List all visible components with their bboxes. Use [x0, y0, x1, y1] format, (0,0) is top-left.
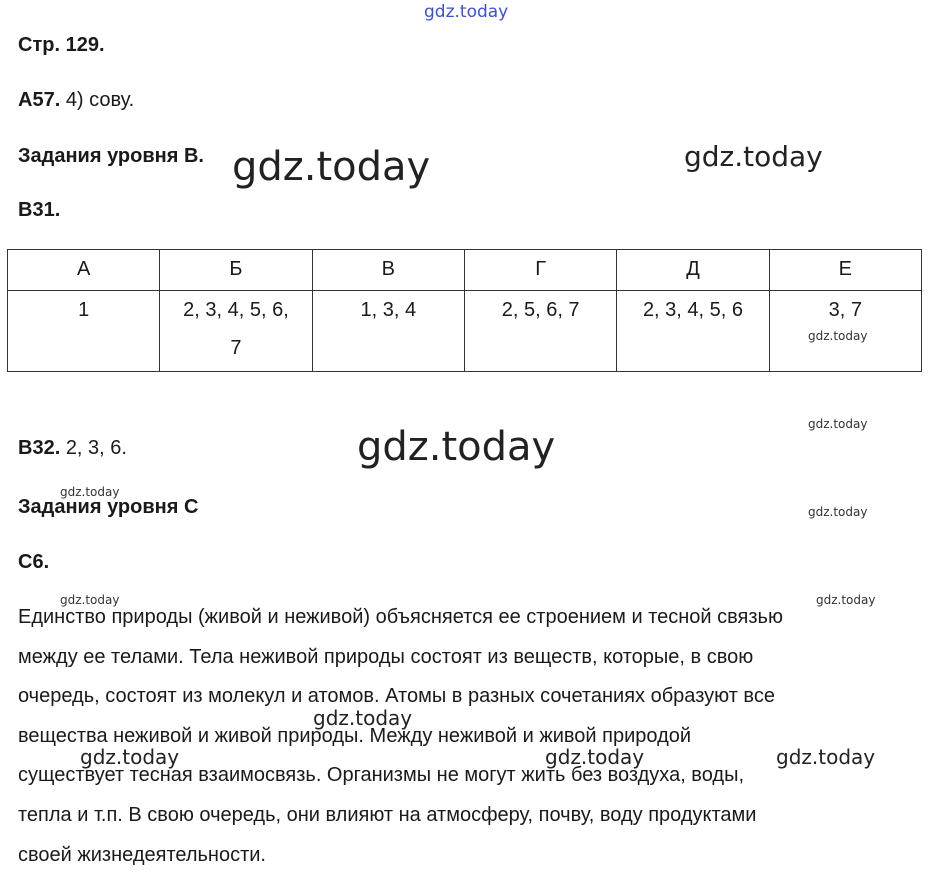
- table-header-cell: Б: [160, 250, 312, 291]
- watermark: gdz.today: [232, 144, 431, 190]
- section-b-title: Задания уровня В.: [18, 145, 204, 167]
- table-header-row: [8, 250, 922, 291]
- watermark: gdz.today: [776, 745, 876, 769]
- table-header-cell: Г: [464, 250, 616, 291]
- table-row: [8, 291, 922, 372]
- watermark: gdz.today: [684, 140, 823, 173]
- section-c-title: Задания уровня С: [18, 496, 199, 518]
- table-cell-line: 1: [78, 299, 90, 321]
- watermark: gdz.today: [357, 424, 556, 470]
- watermark: gdz.today: [424, 2, 509, 22]
- table-cell-line: 7: [230, 337, 242, 359]
- paragraph-line: тепла и т.п. В свою очередь, они влияют на атмосферу, почву, воду продуктами: [18, 803, 757, 826]
- table-cell: [464, 291, 616, 372]
- table-header-cell: В: [312, 250, 464, 291]
- table-cell-line: 2, 5, 6, 7: [501, 299, 580, 321]
- table-cell: [617, 291, 769, 372]
- paragraph-line: своей жизнедеятельности.: [18, 843, 266, 866]
- watermark: gdz.today: [808, 417, 868, 431]
- c6-answer-paragraph: [18, 598, 918, 875]
- answer-b32-value: 2, 3, 6.: [65, 437, 127, 459]
- paragraph-line: существует тесная взаимосвязь. Организмы не могут жить без воздуха, воды,: [18, 764, 744, 787]
- watermark: gdz.today: [80, 745, 180, 769]
- watermark: gdz.today: [60, 485, 120, 499]
- paragraph-line: очередь, состоят из молекул и атомов. Атомы в разных сочетаниях образуют все: [18, 685, 775, 708]
- table-cell-line: 1, 3, 4: [360, 299, 417, 321]
- table-header-cell: Е: [769, 250, 921, 291]
- table-cell-line: 3, 7: [828, 299, 862, 321]
- answer-a57-value: 4) сову.: [65, 89, 135, 111]
- watermark: gdz.today: [808, 505, 868, 519]
- paragraph-line: вещества неживой и живой природы. Между неживой и живой природой: [18, 724, 692, 747]
- watermark: gdz.today: [808, 329, 868, 343]
- watermark: gdz.today: [545, 745, 645, 769]
- table-cell: [8, 291, 160, 372]
- watermark: gdz.today: [60, 593, 120, 607]
- table-cell-line: 2, 3, 4, 5, 6: [642, 299, 744, 321]
- table-cell: [312, 291, 464, 372]
- table-header-cell: Д: [617, 250, 769, 291]
- task-c6-label: С6.: [18, 551, 50, 573]
- table-cell: [160, 291, 312, 372]
- answer-a57-label: А57.: [18, 89, 61, 111]
- paragraph-line: Единство природы (живой и неживой) объясняется ее строением и тесной связью: [18, 606, 783, 628]
- table-header-cell: А: [8, 250, 160, 291]
- task-b31-label: В31.: [18, 199, 61, 221]
- b31-answer-table: [7, 249, 922, 372]
- watermark: gdz.today: [313, 706, 413, 730]
- answer-a57: [18, 88, 134, 112]
- page-number: Стр. 129.: [18, 34, 105, 56]
- answer-b32-label: В32.: [18, 437, 61, 459]
- watermark: gdz.today: [816, 593, 876, 607]
- table-cell-line: 2, 3, 4, 5, 6,: [183, 299, 289, 321]
- answer-b32: [18, 436, 127, 460]
- paragraph-line: между ее телами. Тела неживой природы состоят из веществ, которые, в свою: [18, 645, 754, 668]
